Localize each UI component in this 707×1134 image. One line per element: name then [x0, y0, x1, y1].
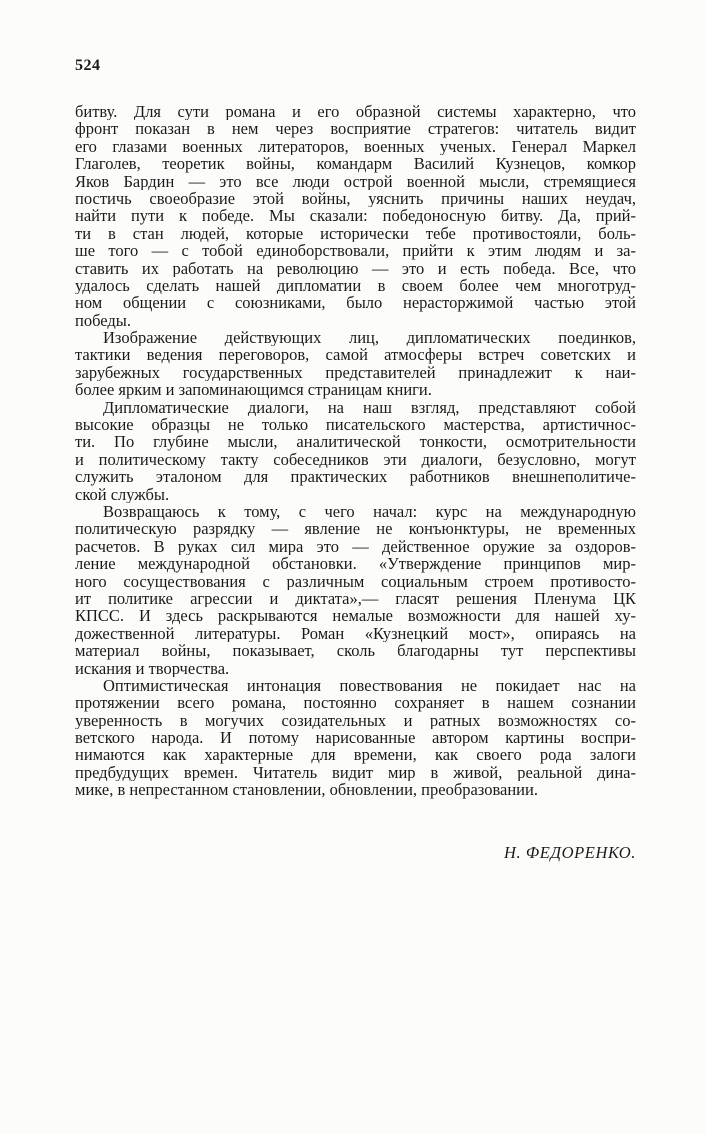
- text-line: ит политике агрессии и диктата»,— гласят решения Пленума ЦК: [75, 589, 636, 608]
- text-line: политическую разрядку — явление не конъюнктуры, не временных: [75, 520, 636, 538]
- text-line: Возвращаюсь к тому, с чего начал: курс на международную: [103, 502, 636, 521]
- text-line: предбудущих времен. Читатель видит мир в живой, реальной дина-: [75, 763, 636, 782]
- paragraph: [75, 503, 636, 677]
- text-line: искания и творчества.: [75, 659, 230, 677]
- author-signature: Н. ФЕДОРЕНКО.: [503, 843, 636, 862]
- text-line: протяжении всего романа, постоянно сохраняет в нашем сознании: [75, 694, 636, 712]
- text-line: расчетов. В руках сил мира это — действенное оружие за оздоров-: [75, 537, 636, 556]
- text-line: фронт показан в нем через восприятие стратегов: читатель видит: [75, 120, 636, 138]
- body-text: [75, 103, 636, 799]
- paragraph: [75, 329, 636, 399]
- text-line: нимаются как характерные для времени, как своего рода залоги: [75, 746, 636, 764]
- text-line: Изображение действующих лиц, дипломатических поединков,: [103, 329, 636, 347]
- text-line: КПСС. И здесь раскрываются немалые возможности для нашей ху-: [75, 607, 636, 625]
- text-line: ти в стан людей, которые исторически тебе противостояли, боль-: [75, 224, 636, 243]
- text-line: зарубежных государственных представителей принадлежит к наи-: [75, 363, 636, 382]
- text-line: постичь своеобразие этой войны, уяснить причины наших неудач,: [75, 189, 636, 208]
- text-line: Яков Бардин — это все люди острой военной мысли, стремящиеся: [75, 172, 636, 190]
- text-line: ской службы.: [75, 485, 170, 503]
- text-line: тактики ведения переговоров, самой атмосферы встреч советских и: [75, 346, 636, 364]
- text-line: победы.: [75, 311, 131, 330]
- text-line: Оптимистическая интонация повествования не покидает нас на: [103, 676, 636, 695]
- text-line: и политическому такту собеседников эти диалоги, безусловно, могут: [75, 450, 636, 469]
- text-line: ше того — с тобой единоборствовали, прийти к этим людям и за-: [75, 242, 636, 260]
- page-number: 524: [75, 57, 101, 74]
- paragraph: [75, 677, 636, 799]
- text-line: ление международной обстановки. «Утверждение принципов мир-: [75, 555, 636, 573]
- text-line: ного сосуществования с различным социальным строем противосто-: [75, 572, 636, 590]
- text-line: найти пути к победе. Мы сказали: победоносную битву. Да, прий-: [75, 207, 636, 225]
- paragraph: [75, 399, 636, 503]
- text-line: ти. По глубине мысли, аналитической тонкости, осмотрительности: [75, 433, 636, 451]
- text-line: удалось сделать нашей дипломатии в своем более чем многотруд-: [75, 276, 636, 295]
- text-line: материал войны, показывает, сколь благодарны тут перспективы: [75, 642, 636, 660]
- text-line: ставить их работать на революцию — это и есть победа. Все, что: [75, 259, 636, 277]
- text-line: служить эталоном для практических работников внешнеполитиче-: [75, 468, 636, 486]
- text-line: битву. Для сути романа и его образной системы характерно, что: [75, 103, 636, 121]
- text-line: мике, в непрестанном становлении, обновлении, преобразовании.: [75, 781, 538, 799]
- text-line: дожественной литературы. Роман «Кузнецкий мост», опираясь на: [75, 624, 636, 643]
- paragraph: [75, 103, 636, 329]
- text-line: Дипломатические диалоги, на наш взгляд, представляют собой: [103, 398, 636, 417]
- text-line: Глаголев, теоретик войны, командарм Василий Кузнецов, комкор: [75, 155, 636, 173]
- text-line: ветского народа. И потому нарисованные автором картины воспри-: [75, 729, 636, 747]
- text-line: уверенность в могучих созидательных и ратных возможностях со-: [75, 711, 636, 730]
- text-line: ном общении с союзниками, было нерасторжимой частью этой: [75, 294, 636, 312]
- text-line: его глазами военных литераторов, военных ученых. Генерал Маркел: [75, 137, 636, 156]
- text-line: более ярким и запоминающимся страницам книги.: [75, 381, 432, 399]
- text-line: высокие образцы не только писательского мастерства, артистичнос-: [75, 416, 636, 434]
